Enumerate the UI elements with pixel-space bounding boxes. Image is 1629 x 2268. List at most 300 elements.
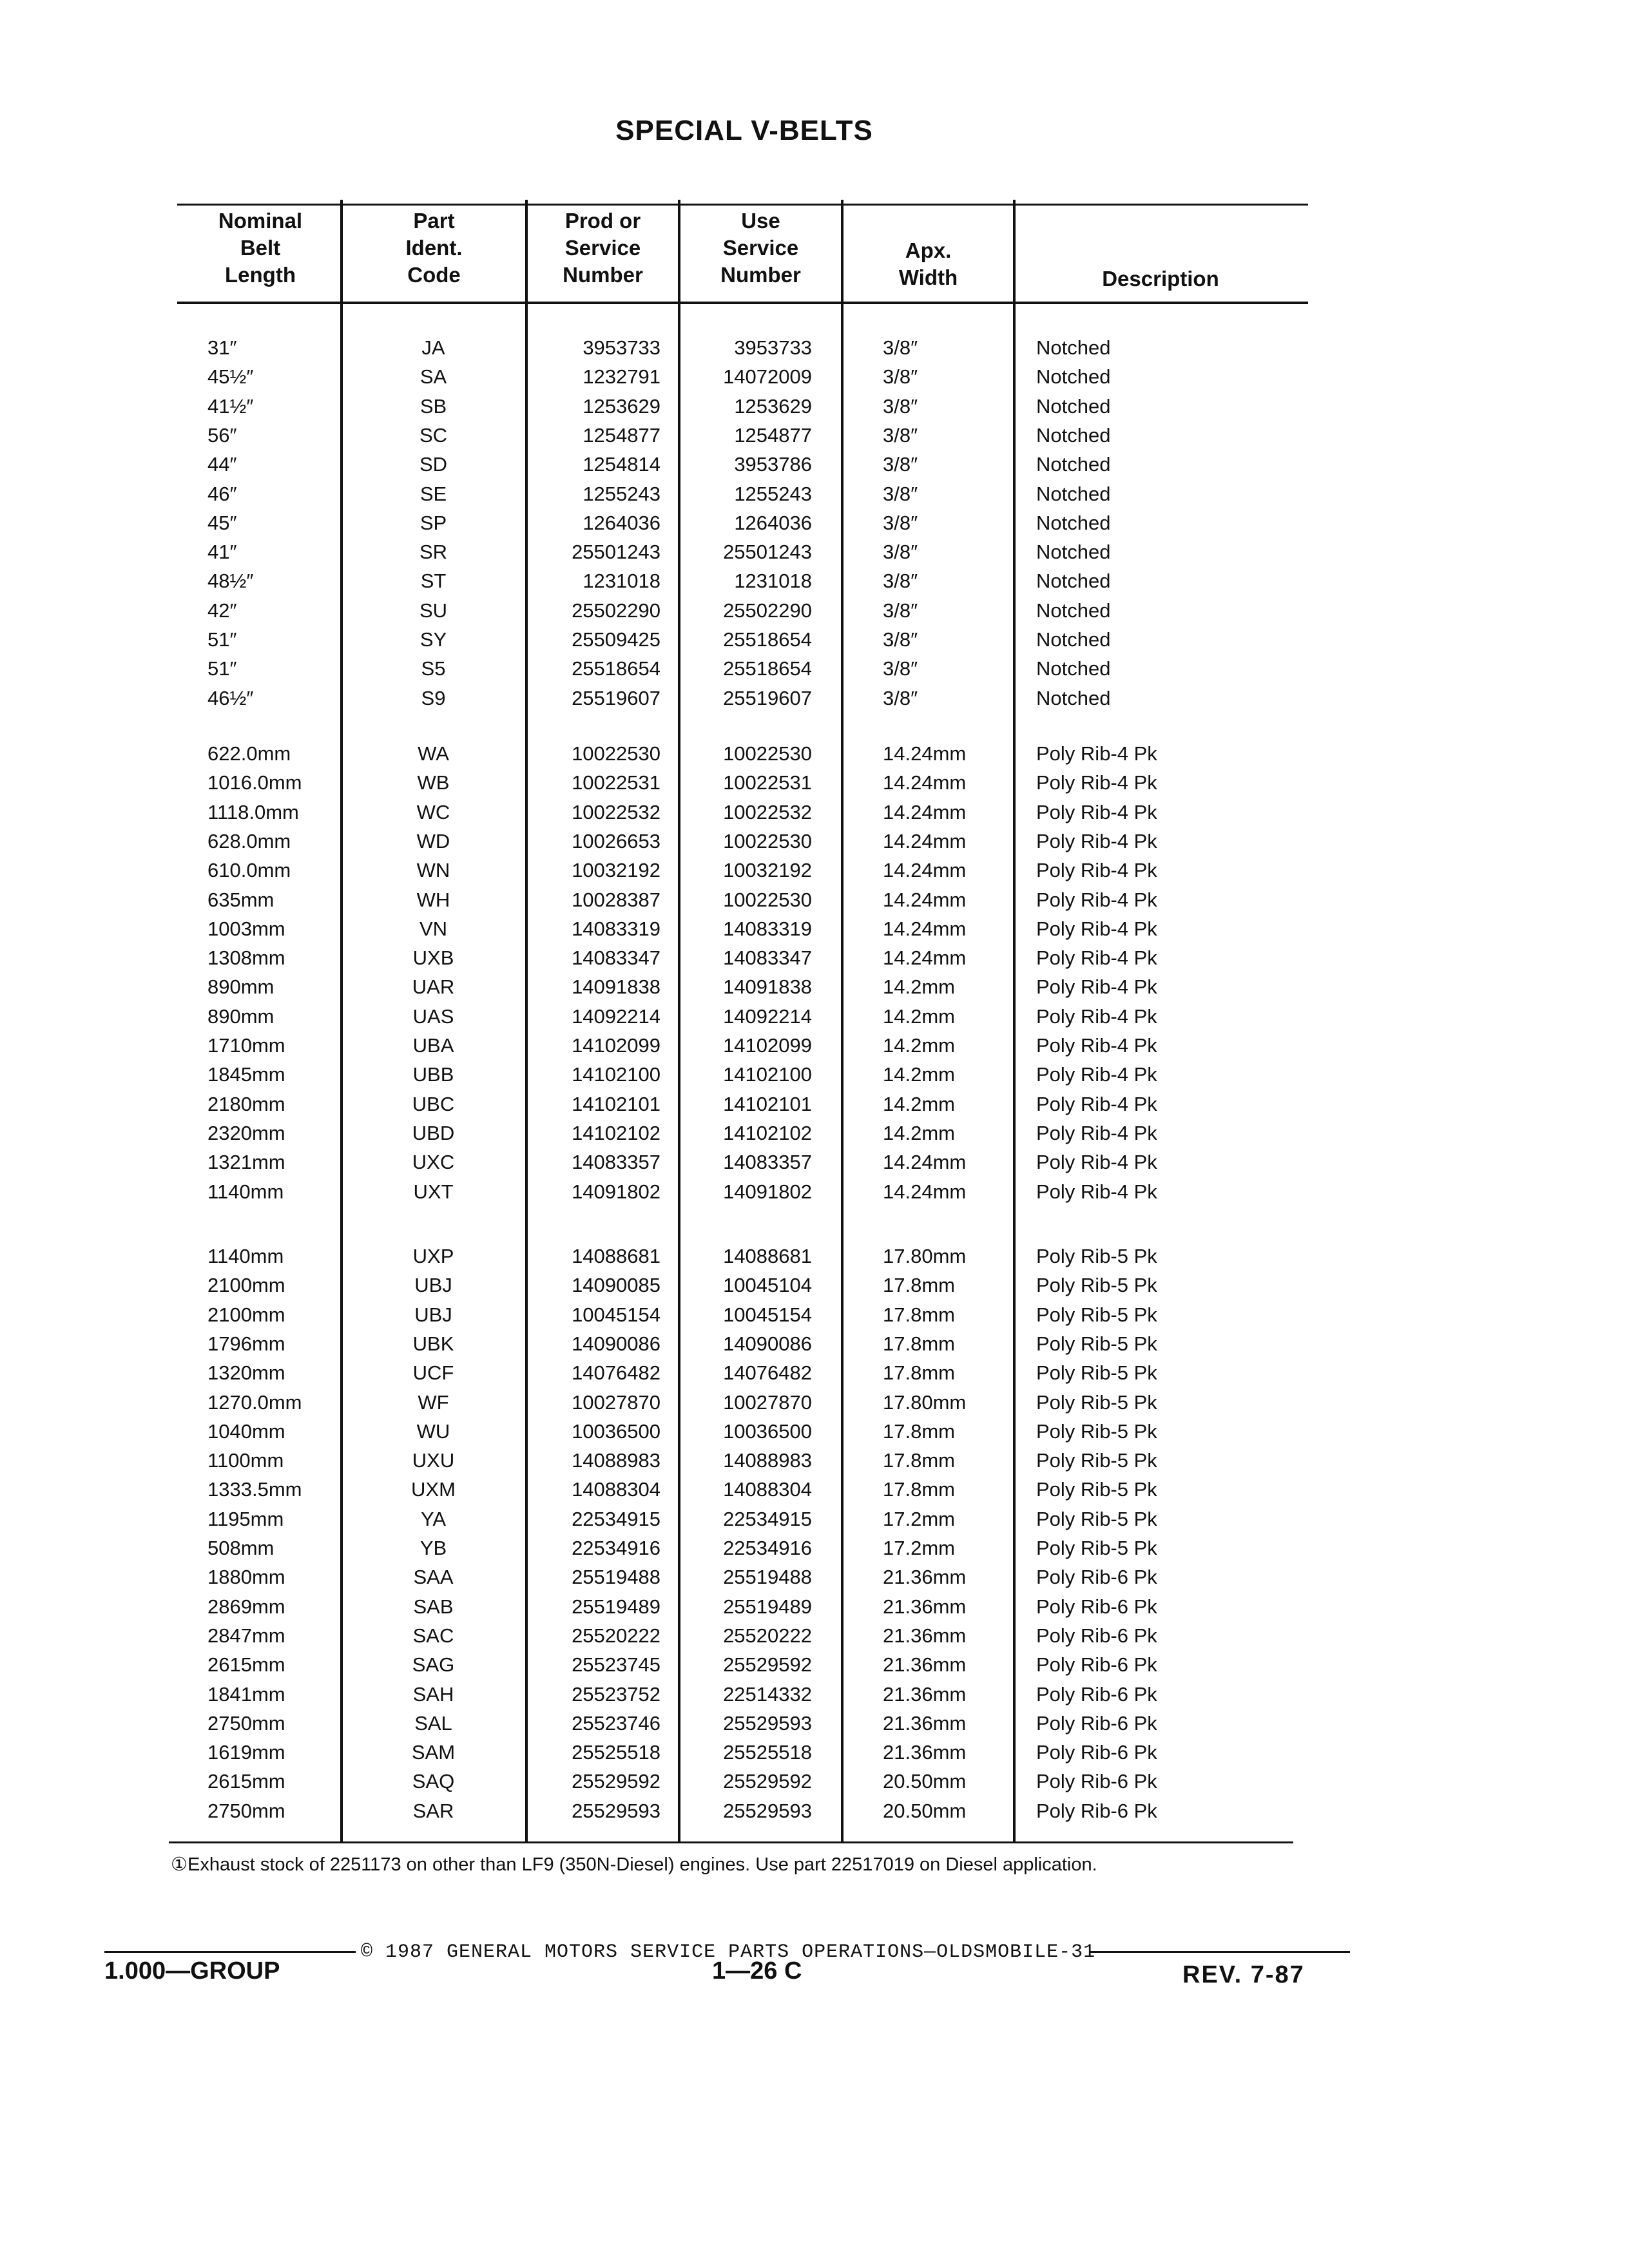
belt-length: 45½″ <box>207 365 254 389</box>
part-code: SAC <box>412 1624 454 1647</box>
prod-number: 14090086 <box>572 1332 660 1355</box>
belt-length: 2869mm <box>207 1595 285 1618</box>
approx-width: 14.2mm <box>883 1034 955 1057</box>
part-code: WU <box>416 1419 450 1443</box>
approx-width: 14.24mm <box>883 859 967 882</box>
belt-length: 45″ <box>207 511 237 534</box>
description: Poly Rib-6 Pk <box>1036 1682 1157 1706</box>
belt-length: 622.0mm <box>207 742 291 765</box>
part-code: SY <box>419 628 447 651</box>
belt-length: 1100mm <box>207 1449 284 1472</box>
use-number: 14102099 <box>723 1034 812 1057</box>
approx-width: 14.2mm <box>883 1063 955 1086</box>
prod-number: 14088304 <box>572 1478 660 1501</box>
prod-number: 25525518 <box>572 1741 660 1764</box>
prod-number: 14102102 <box>572 1121 660 1144</box>
footnote: ①Exhaust stock of 2251173 on other than LF9 (350N-Diesel) engines. Use part 22517019 on Diesel application. <box>171 1854 1097 1875</box>
part-code: SC <box>419 423 448 447</box>
part-code: WH <box>416 888 450 911</box>
prod-number: 25502290 <box>572 599 660 622</box>
description: Notched <box>1036 511 1111 534</box>
use-number: 25529593 <box>723 1711 812 1735</box>
use-number: 1255243 <box>734 482 812 505</box>
approx-width: 14.2mm <box>883 1121 955 1144</box>
use-number: 14088681 <box>723 1245 812 1267</box>
belt-length: 1040mm <box>207 1419 285 1443</box>
belt-length: 1118.0mm <box>207 800 299 823</box>
use-number: 14088983 <box>723 1449 812 1472</box>
approx-width: 14.24mm <box>883 742 967 765</box>
part-code: UXU <box>412 1449 455 1472</box>
description: Poly Rib-4 Pk <box>1036 1121 1157 1144</box>
part-code: WB <box>417 771 450 794</box>
approx-width: 21.36mm <box>883 1595 967 1618</box>
approx-width: 21.36mm <box>883 1624 967 1647</box>
belt-length: 610.0mm <box>207 859 291 882</box>
approx-width: 3/8″ <box>883 336 918 359</box>
approx-width: 14.2mm <box>883 975 955 999</box>
header-code: Part Ident. Code <box>405 209 463 287</box>
belt-length: 1270.0mm <box>207 1390 302 1414</box>
belt-length: 2100mm <box>207 1274 285 1297</box>
prod-number: 25501243 <box>572 541 660 564</box>
approx-width: 17.2mm <box>883 1537 955 1559</box>
belt-length: 635mm <box>207 888 275 911</box>
part-code: ST <box>420 570 447 593</box>
part-code: UXP <box>412 1245 454 1267</box>
part-code: UBJ <box>414 1303 452 1326</box>
description: Poly Rib-4 Pk <box>1036 829 1157 852</box>
group-label: 1.000—GROUP <box>104 1957 280 1984</box>
part-code: WF <box>418 1390 449 1414</box>
prod-number: 1231018 <box>583 570 660 593</box>
prod-number: 1254814 <box>583 453 660 476</box>
belt-length: 2615mm <box>207 1653 285 1677</box>
table-bottom-rule <box>169 1841 1293 1843</box>
approx-width: 14.24mm <box>883 1180 967 1203</box>
approx-width: 3/8″ <box>883 570 918 593</box>
approx-width: 14.24mm <box>883 771 967 794</box>
description: Notched <box>1036 336 1111 359</box>
description: Poly Rib-5 Pk <box>1036 1361 1157 1385</box>
prod-number: 1255243 <box>583 482 660 505</box>
approx-width: 14.24mm <box>883 917 967 940</box>
use-number: 1231018 <box>734 570 812 593</box>
belt-length: 1619mm <box>207 1741 285 1764</box>
use-number: 14092214 <box>723 1004 812 1028</box>
prod-number: 10027870 <box>572 1390 660 1414</box>
approx-width: 14.24mm <box>883 800 967 823</box>
part-code: SAA <box>413 1566 454 1589</box>
description: Poly Rib-4 Pk <box>1036 1180 1157 1203</box>
use-number: 10045104 <box>723 1274 812 1297</box>
approx-width: 3/8″ <box>883 394 918 418</box>
approx-width: 14.24mm <box>883 947 967 970</box>
approx-width: 3/8″ <box>883 511 918 534</box>
part-code: SR <box>419 541 448 564</box>
approx-width: 21.36mm <box>883 1682 967 1706</box>
use-number: 14072009 <box>723 365 812 389</box>
prod-number: 14091838 <box>572 975 660 999</box>
use-number: 25529592 <box>723 1653 812 1677</box>
part-code: UBB <box>412 1063 454 1086</box>
column-divider-4 <box>841 200 843 1843</box>
use-number: 25529593 <box>723 1799 812 1822</box>
approx-width: 14.2mm <box>883 1004 955 1028</box>
prod-number: 14091802 <box>572 1180 660 1203</box>
prod-number: 14102100 <box>572 1063 660 1086</box>
use-number: 14091838 <box>723 975 812 999</box>
use-number: 10022531 <box>723 771 812 794</box>
prod-number: 14083319 <box>572 917 660 940</box>
use-number: 10022530 <box>723 742 812 765</box>
belt-length: 51″ <box>207 628 237 651</box>
header-prod: Prod or Service Number <box>563 209 643 287</box>
belt-length: 2180mm <box>207 1092 285 1115</box>
part-code: SD <box>419 453 448 476</box>
use-number: 10036500 <box>723 1419 812 1443</box>
use-number: 25525518 <box>723 1741 812 1764</box>
part-code: UXC <box>412 1151 455 1174</box>
prod-number: 14092214 <box>572 1004 660 1028</box>
description: Poly Rib-4 Pk <box>1036 859 1157 882</box>
part-code: WD <box>416 829 450 852</box>
use-number: 22534916 <box>723 1537 812 1559</box>
description: Poly Rib-5 Pk <box>1036 1274 1157 1297</box>
prod-number: 10045154 <box>572 1303 660 1326</box>
use-number: 10027870 <box>723 1390 812 1414</box>
description: Poly Rib-4 Pk <box>1036 1004 1157 1028</box>
approx-width: 17.80mm <box>883 1390 967 1414</box>
part-code: UAS <box>412 1004 454 1028</box>
description: Poly Rib-5 Pk <box>1036 1449 1157 1472</box>
prod-number: 14102101 <box>572 1092 660 1115</box>
header-width: Apx. Width <box>898 238 958 289</box>
approx-width: 14.24mm <box>883 888 967 911</box>
description: Poly Rib-5 Pk <box>1036 1245 1157 1267</box>
prod-number: 10036500 <box>572 1419 660 1443</box>
approx-width: 3/8″ <box>883 365 918 389</box>
part-code: S5 <box>421 657 446 680</box>
approx-width: 17.8mm <box>883 1274 955 1297</box>
prod-number: 25529592 <box>572 1770 660 1793</box>
belt-length: 890mm <box>207 975 275 999</box>
header-length: Nominal Belt Length <box>218 209 303 287</box>
part-code: SA <box>419 365 447 389</box>
part-code: UXT <box>413 1180 454 1203</box>
part-code: UCF <box>412 1361 454 1385</box>
prod-number: 25523745 <box>572 1653 660 1677</box>
belt-length: 1195mm <box>207 1507 284 1530</box>
part-code: WA <box>418 742 449 765</box>
approx-width: 21.36mm <box>883 1653 967 1677</box>
use-number: 25529592 <box>723 1770 812 1793</box>
page-number: 1—26 C <box>712 1957 802 1984</box>
part-code: SAG <box>412 1653 455 1677</box>
use-number: 14083319 <box>723 917 812 940</box>
use-number: 25520222 <box>723 1624 812 1647</box>
approx-width: 21.36mm <box>883 1741 967 1764</box>
approx-width: 17.8mm <box>883 1419 955 1443</box>
use-number: 22514332 <box>723 1682 812 1706</box>
header-use: Use Service Number <box>720 209 801 287</box>
prod-number: 25523752 <box>572 1682 660 1706</box>
part-code: SB <box>419 394 447 418</box>
belt-length: 1140mm <box>207 1245 284 1267</box>
belt-length: 46″ <box>207 482 237 505</box>
approx-width: 3/8″ <box>883 628 918 651</box>
part-code: JA <box>421 336 445 359</box>
use-number: 22534915 <box>723 1507 812 1530</box>
belt-length: 1140mm <box>207 1180 284 1203</box>
use-number: 14083357 <box>723 1151 812 1174</box>
use-number: 14102102 <box>723 1121 812 1144</box>
description: Notched <box>1036 482 1111 505</box>
belt-length: 1796mm <box>207 1332 285 1355</box>
prod-number: 22534915 <box>572 1507 660 1530</box>
description: Notched <box>1036 423 1111 447</box>
column-divider-5 <box>1013 200 1016 1843</box>
header-description: Description <box>1102 267 1219 291</box>
part-code: SE <box>419 482 447 505</box>
part-code: SAQ <box>412 1770 455 1793</box>
description: Poly Rib-6 Pk <box>1036 1711 1157 1735</box>
description: Notched <box>1036 541 1111 564</box>
approx-width: 3/8″ <box>883 541 918 564</box>
description: Notched <box>1036 657 1111 680</box>
description: Poly Rib-5 Pk <box>1036 1419 1157 1443</box>
use-number: 25501243 <box>723 541 812 564</box>
description: Poly Rib-6 Pk <box>1036 1595 1157 1618</box>
part-code: UBC <box>412 1092 455 1115</box>
part-code: S9 <box>421 686 446 709</box>
approx-width: 17.8mm <box>883 1361 955 1385</box>
part-code: UXM <box>411 1478 456 1501</box>
approx-width: 3/8″ <box>883 423 918 447</box>
belt-length: 42″ <box>207 599 237 622</box>
use-number: 10022530 <box>723 829 812 852</box>
belt-length: 1320mm <box>207 1361 285 1385</box>
footer-rule-right <box>1089 1951 1350 1953</box>
description: Poly Rib-6 Pk <box>1036 1770 1157 1793</box>
use-number: 1264036 <box>734 511 812 534</box>
belt-length: 1308mm <box>207 947 285 970</box>
prod-number: 1253629 <box>583 394 660 418</box>
description: Poly Rib-4 Pk <box>1036 917 1157 940</box>
description: Poly Rib-5 Pk <box>1036 1537 1157 1559</box>
belt-length: 1845mm <box>207 1063 285 1086</box>
description: Poly Rib-4 Pk <box>1036 742 1157 765</box>
belt-length: 46½″ <box>207 686 254 709</box>
use-number: 14102101 <box>723 1092 812 1115</box>
revision-label: REV. 7-87 <box>1182 1961 1305 1988</box>
prod-number: 14076482 <box>572 1361 660 1385</box>
prod-number: 25523746 <box>572 1711 660 1735</box>
belt-length: 508mm <box>207 1537 275 1559</box>
belt-length: 2847mm <box>207 1624 285 1647</box>
description: Poly Rib-6 Pk <box>1036 1799 1157 1822</box>
description: Poly Rib-6 Pk <box>1036 1741 1157 1764</box>
part-code: VN <box>419 917 448 940</box>
approx-width: 17.8mm <box>883 1449 955 1472</box>
description: Poly Rib-4 Pk <box>1036 1151 1157 1174</box>
part-code: WN <box>416 859 450 882</box>
use-number: 1254877 <box>734 423 812 447</box>
approx-width: 17.8mm <box>883 1332 955 1355</box>
prod-number: 10028387 <box>572 888 660 911</box>
part-code: UBK <box>412 1332 454 1355</box>
prod-number: 14083357 <box>572 1151 660 1174</box>
belt-length: 31″ <box>207 336 237 359</box>
use-number: 14102100 <box>723 1063 812 1086</box>
use-number: 25519488 <box>723 1566 812 1589</box>
part-code: SP <box>419 511 447 534</box>
use-number: 14090086 <box>723 1332 812 1355</box>
description: Notched <box>1036 394 1111 418</box>
description: Notched <box>1036 365 1111 389</box>
prod-number: 10022531 <box>572 771 660 794</box>
table-header-rule <box>177 302 1308 304</box>
approx-width: 17.80mm <box>883 1245 967 1267</box>
description: Poly Rib-6 Pk <box>1036 1624 1157 1647</box>
approx-width: 14.24mm <box>883 829 967 852</box>
belt-length: 2615mm <box>207 1770 285 1793</box>
approx-width: 20.50mm <box>883 1799 967 1822</box>
belt-length: 2320mm <box>207 1121 285 1144</box>
prod-number: 10032192 <box>572 859 660 882</box>
description: Notched <box>1036 599 1111 622</box>
description: Poly Rib-4 Pk <box>1036 800 1157 823</box>
use-number: 10022530 <box>723 888 812 911</box>
belt-length: 1710mm <box>207 1034 285 1057</box>
belt-length: 48½″ <box>207 570 254 593</box>
description: Poly Rib-4 Pk <box>1036 975 1157 999</box>
use-number: 10022532 <box>723 800 812 823</box>
prod-number: 10022532 <box>572 800 660 823</box>
approx-width: 21.36mm <box>883 1711 967 1735</box>
description: Poly Rib-4 Pk <box>1036 1063 1157 1086</box>
belt-length: 2100mm <box>207 1303 285 1326</box>
approx-width: 21.36mm <box>883 1566 967 1589</box>
use-number: 25502290 <box>723 599 812 622</box>
part-code: YA <box>420 1507 447 1530</box>
approx-width: 20.50mm <box>883 1770 967 1793</box>
approx-width: 3/8″ <box>883 657 918 680</box>
description: Poly Rib-5 Pk <box>1036 1478 1157 1501</box>
approx-width: 14.2mm <box>883 1092 955 1115</box>
belt-length: 56″ <box>207 423 237 447</box>
description: Poly Rib-5 Pk <box>1036 1332 1157 1355</box>
use-number: 14076482 <box>723 1361 812 1385</box>
part-code: SAL <box>414 1711 452 1735</box>
page-title: SPECIAL V-BELTS <box>615 115 873 146</box>
belt-length: 41½″ <box>207 394 254 418</box>
description: Notched <box>1036 686 1111 709</box>
description: Poly Rib-5 Pk <box>1036 1303 1157 1326</box>
belt-length: 1003mm <box>207 917 285 940</box>
approx-width: 3/8″ <box>883 686 918 709</box>
belt-length: 890mm <box>207 1004 275 1028</box>
prod-number: 1254877 <box>583 423 660 447</box>
use-number: 3953786 <box>734 453 812 476</box>
prod-number: 25518654 <box>572 657 660 680</box>
table-top-rule <box>177 204 1308 206</box>
use-number: 25518654 <box>723 628 812 651</box>
part-code: UAR <box>412 975 455 999</box>
description: Notched <box>1036 453 1111 476</box>
part-code: UBD <box>412 1121 455 1144</box>
belt-length: 2750mm <box>207 1799 285 1822</box>
approx-width: 17.8mm <box>883 1303 955 1326</box>
description: Poly Rib-6 Pk <box>1036 1566 1157 1589</box>
belt-length: 51″ <box>207 657 237 680</box>
approx-width: 17.2mm <box>883 1507 955 1530</box>
prod-number: 25509425 <box>572 628 660 651</box>
prod-number: 3953733 <box>583 336 660 359</box>
belt-length: 2750mm <box>207 1711 285 1735</box>
approx-width: 3/8″ <box>883 482 918 505</box>
use-number: 25519489 <box>723 1595 812 1618</box>
belt-length: 1016.0mm <box>207 771 302 794</box>
belt-length: 1841mm <box>207 1682 285 1706</box>
part-code: YB <box>419 1537 447 1559</box>
prod-number: 10022530 <box>572 742 660 765</box>
belt-length: 1321mm <box>207 1151 285 1174</box>
prod-number: 25519489 <box>572 1595 660 1618</box>
part-code: SAR <box>412 1799 454 1822</box>
prod-number: 25520222 <box>572 1624 660 1647</box>
prod-number: 14090085 <box>572 1274 660 1297</box>
belt-length: 1333.5mm <box>207 1478 302 1501</box>
use-number: 1253629 <box>734 394 812 418</box>
prod-number: 14088983 <box>572 1449 660 1472</box>
prod-number: 22534916 <box>572 1537 660 1559</box>
copyright-line: © 1987 GENERAL MOTORS SERVICE PARTS OPERATIONS—OLDSMOBILE-31 <box>361 1941 1096 1963</box>
belt-length: 1880mm <box>207 1566 285 1589</box>
prod-number: 25519607 <box>572 686 660 709</box>
part-code: SAH <box>412 1682 454 1706</box>
description: Notched <box>1036 628 1111 651</box>
part-code: UBJ <box>414 1274 452 1297</box>
use-number: 14091802 <box>723 1180 812 1203</box>
use-number: 25518654 <box>723 657 812 680</box>
description: Poly Rib-5 Pk <box>1036 1507 1157 1530</box>
description: Poly Rib-5 Pk <box>1036 1390 1157 1414</box>
belt-length: 628.0mm <box>207 829 291 852</box>
approx-width: 17.8mm <box>883 1478 955 1501</box>
part-code: SAB <box>413 1595 454 1618</box>
prod-number: 14083347 <box>572 947 660 970</box>
prod-number: 1264036 <box>583 511 660 534</box>
description: Poly Rib-6 Pk <box>1036 1653 1157 1677</box>
description: Poly Rib-4 Pk <box>1036 771 1157 794</box>
prod-number: 25519488 <box>572 1566 660 1589</box>
belt-length: 41″ <box>207 541 237 564</box>
description: Poly Rib-4 Pk <box>1036 1092 1157 1115</box>
part-code: UXB <box>412 947 454 970</box>
part-code: UBA <box>412 1034 454 1057</box>
description: Poly Rib-4 Pk <box>1036 888 1157 911</box>
footer-rule-left <box>104 1951 356 1953</box>
use-number: 25519607 <box>723 686 812 709</box>
approx-width: 3/8″ <box>883 453 918 476</box>
belt-length: 44″ <box>207 453 237 476</box>
prod-number: 1232791 <box>583 365 660 389</box>
approx-width: 3/8″ <box>883 599 918 622</box>
use-number: 14088304 <box>723 1478 812 1501</box>
use-number: 14083347 <box>723 947 812 970</box>
part-code: WC <box>416 800 450 823</box>
